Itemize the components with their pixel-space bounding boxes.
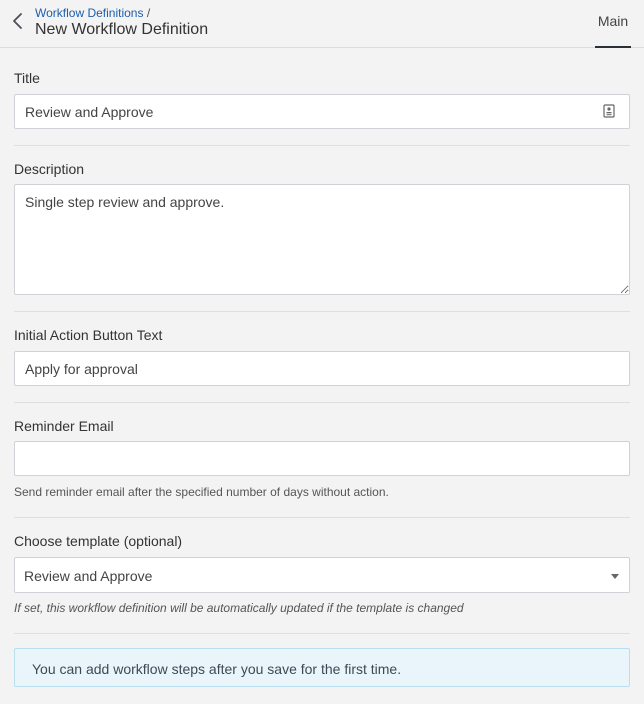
reminder-email-label: Reminder Email — [14, 418, 114, 434]
template-help: If set, this workflow definition will be automatically updated if the template is changed — [14, 601, 464, 615]
template-label: Choose template (optional) — [14, 533, 183, 549]
page-header — [0, 0, 644, 48]
back-arrow-icon[interactable] — [8, 10, 30, 32]
breadcrumb — [35, 6, 150, 20]
description-textarea[interactable] — [14, 184, 630, 295]
title-label: Title — [14, 70, 40, 86]
info-alert — [14, 648, 630, 687]
template-selected-value: Review and Approve — [24, 568, 153, 584]
breadcrumb-link-workflow-definitions[interactable]: Workflow Definitions — [35, 6, 144, 20]
divider — [14, 517, 630, 518]
divider — [14, 402, 630, 403]
reminder-email-help: Send reminder email after the specified number of days without action. — [14, 485, 389, 499]
divider — [14, 311, 630, 312]
breadcrumb-separator: / — [146, 6, 151, 20]
initial-action-input[interactable] — [14, 351, 630, 386]
divider — [14, 145, 630, 146]
reminder-email-input[interactable] — [14, 441, 630, 476]
divider — [14, 633, 630, 634]
description-label: Description — [14, 161, 85, 177]
initial-action-label: Initial Action Button Text — [14, 327, 163, 343]
info-message: You can add workflow steps after you save for the first time. — [32, 661, 402, 677]
form-icon[interactable] — [602, 104, 616, 118]
template-select[interactable] — [14, 557, 630, 593]
title-input[interactable] — [14, 94, 630, 129]
tab-main[interactable]: Main — [595, 0, 631, 48]
page-title: New Workflow Definition — [35, 21, 209, 38]
caret-down-icon — [610, 568, 620, 578]
